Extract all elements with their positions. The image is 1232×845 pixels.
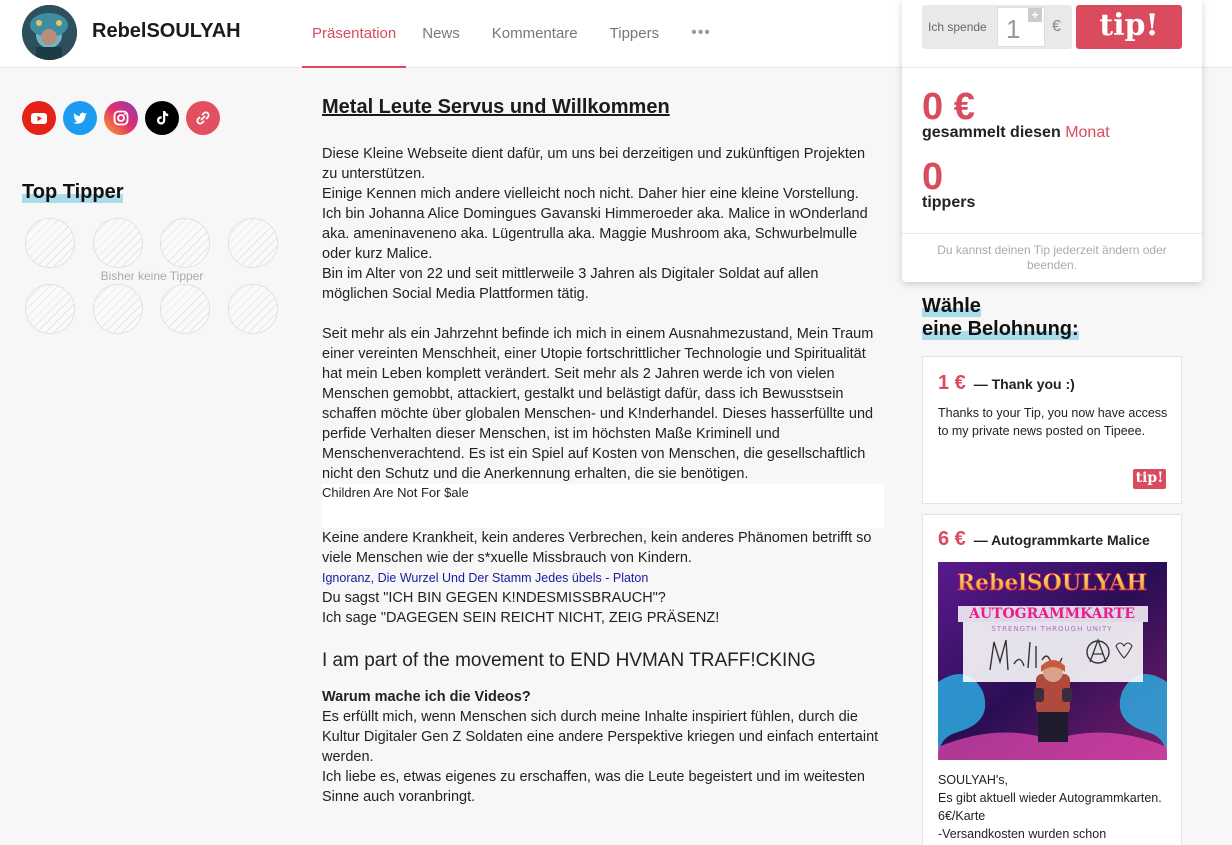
top-tippers-grid xyxy=(25,218,279,334)
increase-amount-button[interactable]: + xyxy=(1028,8,1042,22)
tiktok-icon[interactable] xyxy=(145,101,179,135)
rewards-title-line1: Wähle xyxy=(922,295,981,317)
reward-description xyxy=(938,771,1168,843)
tippers-label: tippers xyxy=(922,194,976,211)
section-heading: I am part of the movement to END HVMAN TRAFF!CKING xyxy=(322,650,816,671)
reward-description-line: -Versandkosten wurden schon xyxy=(938,827,1107,841)
slogan: Children Are Not For $ale xyxy=(322,484,884,528)
autograph-card-picture-icon xyxy=(938,562,1167,760)
social-links xyxy=(22,101,220,135)
tippers-count: 0 xyxy=(922,156,944,198)
reward-price: 1 € xyxy=(938,372,966,394)
reward-description-line: Es gibt aktuell wieder Autogrammkarten. 6€/Karte xyxy=(938,791,1162,823)
tip-widget xyxy=(902,0,1202,282)
reward-name: — Autogrammkarte Malice xyxy=(973,532,1150,548)
divider xyxy=(902,233,1202,234)
link-icon[interactable] xyxy=(186,101,220,135)
twitter-icon[interactable] xyxy=(63,101,97,135)
quote-link[interactable]: Ignoranz, Die Wurzel Und Der Stamm Jedes übels - Platon xyxy=(322,571,649,585)
tipper-slot xyxy=(25,284,75,334)
no-tippers-text: Bisher keine Tipper xyxy=(100,269,204,283)
reward-card-2[interactable] xyxy=(922,514,1182,845)
donate-label: Ich spende xyxy=(928,20,987,34)
currency-label: € xyxy=(1052,18,1061,35)
card-title: RebelSOULYAH xyxy=(956,570,1148,596)
paragraph: Es erfüllt mich, wenn Menschen sich durch meine Inhalte inspiriert fühlen, durch die Kultur Digitaler Gen Z Soldaten eine andere Perspektive kriegen und einfach entertaint werden. xyxy=(322,709,879,765)
card-subtitle: AUTOGRAMMKARTE xyxy=(968,606,1136,622)
top-tipper-title-text: Top Tipper xyxy=(22,181,124,203)
card-tagline: STRENGTH THROUGH UNITY xyxy=(991,625,1113,633)
instagram-icon[interactable] xyxy=(104,101,138,135)
tab-praesentation[interactable]: Präsentation xyxy=(302,0,406,68)
paragraph: Ich sage "DAGEGEN SEIN REICHT NICHT, ZEIG PRÄSENZ! xyxy=(322,610,720,626)
tipper-slot xyxy=(25,218,75,268)
brand-name[interactable]: RebelSOULYAH xyxy=(92,20,241,42)
tipper-slot xyxy=(160,218,210,268)
reward-heading xyxy=(938,528,1150,551)
avatar[interactable] xyxy=(22,5,77,60)
paragraph: Ich liebe es, etwas eigenes zu erschaffen, was die Leute begeistert und im weitesten Sinne auch voranbringt. xyxy=(322,769,865,805)
collected-label xyxy=(922,124,1110,142)
paragraph: Keine andere Krankheit, kein anderes Verbrechen, kein anderes Phänomen betrifft so viele Menschen wie der s*xuelle Missbrauch von Kindern. xyxy=(322,530,872,566)
tipper-slot xyxy=(160,284,210,334)
paragraph: Bin im Alter von 22 und seit mittlerweile 3 Jahren als Digitaler Soldat auf allen möglichen Social Media Plattformen tätig. xyxy=(322,266,819,302)
autogrammkarte-image xyxy=(938,562,1167,760)
paragraph: Diese Kleine Webseite dient dafür, um uns bei derzeitigen und zukünftigen Projekten zu unterstützen. xyxy=(322,146,866,182)
reward-card-1[interactable] xyxy=(922,356,1182,504)
tipper-slot xyxy=(93,218,143,268)
tab-news[interactable]: News xyxy=(422,24,460,42)
reward-description-line: SOULYAH's, xyxy=(938,773,1008,787)
tipper-slot xyxy=(228,218,278,268)
presentation-content xyxy=(322,96,884,807)
collected-period: Monat xyxy=(1065,124,1110,141)
collected-amount: 0 € xyxy=(922,86,975,128)
paragraph: Ich bin Johanna Alice Domingues Gavanski Himmeroeder aka. Malice in wOnderland aka. ameninaveneno aka. Lügentrulla aka. Maggie Mushroom aka, Schwurbelmulle oder kurz Malice. xyxy=(322,206,868,262)
reward-description: Thanks to your Tip, you now have access to my private news posted on Tipeee. xyxy=(938,406,1168,438)
reward-heading xyxy=(938,372,1075,395)
question-heading: Warum mache ich die Videos? xyxy=(322,689,531,705)
tip-button[interactable]: tip! xyxy=(1076,5,1182,49)
reward-name: — Thank you :) xyxy=(973,376,1075,392)
top-tipper-title xyxy=(22,181,123,204)
collected-label-text: gesammelt diesen xyxy=(922,124,1061,141)
paragraph: Seit mehr als ein Jahrzehnt befinde ich mich in einem Ausnahmezustand, Mein Traum einer vereinten Menschheit, einer Utopie fortschrittlicher Technologie und Spiritualität hat mein Leben komplett verändert. Seit mehr als 2 Jahren werde ich von vielen Menschen gemobbt, attackiert, gestalkt und belästigt dafür, dass ich Bewusstsein schaffen möchte über globalen Menschen- und K!nderhandel. Dieses hasserfüllte und perfide Verhalten dieser Menschen, ist im höchsten Maße Kriminell und Menschenverachtend. Es ist ein Spiel auf Kosten von Menschen, die gesellschaftlich nicht den Schutz und die Anerkennung erhalten, die sie benötigen. xyxy=(322,326,874,482)
tipper-slot xyxy=(93,284,143,334)
divider xyxy=(902,67,1202,68)
main-nav xyxy=(302,0,727,68)
paragraph: Du sagst "ICH BIN GEGEN K!NDESMISSBRAUCH"? xyxy=(322,590,666,606)
more-menu-icon[interactable]: ••• xyxy=(691,24,711,41)
page-title: Metal Leute Servus und Willkommen xyxy=(322,96,670,118)
donate-box xyxy=(922,5,1072,49)
paragraph: Einige Kennen mich andere vielleicht noch nicht. Daher hier eine kleine Vorstellung. xyxy=(322,186,859,202)
tab-tippers[interactable]: Tippers xyxy=(609,24,660,42)
tip-note: Du kannst deinen Tip jederzeit ändern oder beenden. xyxy=(937,243,1167,272)
rewards-title-line2: eine Belohnung: xyxy=(922,318,1079,340)
reward-price: 6 € xyxy=(938,528,966,550)
youtube-icon[interactable] xyxy=(22,101,56,135)
tab-kommentare[interactable]: Kommentare xyxy=(491,24,578,42)
tipper-slot xyxy=(228,284,278,334)
avatar-image-icon xyxy=(22,5,77,60)
rewards-title xyxy=(922,295,1079,341)
reward-tip-button[interactable]: tip! xyxy=(1133,469,1166,489)
